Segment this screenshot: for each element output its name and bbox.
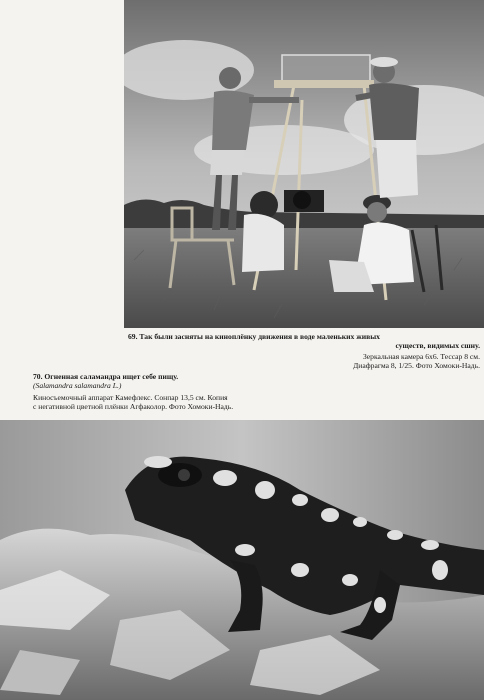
caption-70-tech-2: с негативной цветной плёнки Агфаколор. Фото Хомоки-Надь. — [33, 402, 234, 411]
caption-70-tech-1: Киносъемочный аппарат Камефлекс. Сонпар 13,5 см. Копия — [33, 393, 228, 402]
caption-69-line-2: существ, видимых сшну. — [395, 341, 480, 350]
caption-69 — [128, 332, 480, 370]
caption-69-text — [128, 332, 480, 350]
caption-70-tech — [33, 393, 333, 411]
caption-70-title: 70. Огненная саламандра ищет себе пищу. — [33, 372, 179, 381]
photo-film-crew — [124, 0, 484, 328]
caption-70 — [33, 372, 333, 411]
caption-69-tech-2: Диафрагма 8, 1/25. Фото Хомоки-Надь. — [353, 361, 480, 370]
caption-69-tech-1: Зеркальная камера 6х6. Тессар 8 см. — [362, 352, 480, 361]
photo-fire-salamander — [0, 420, 484, 700]
caption-69-line-1: 69. Так были засняты на киноплёнку движения в воде маленьких живых — [128, 332, 380, 341]
caption-70-latin: (Salamandra salamandra L.) — [33, 381, 122, 390]
caption-69-tech — [128, 352, 480, 370]
